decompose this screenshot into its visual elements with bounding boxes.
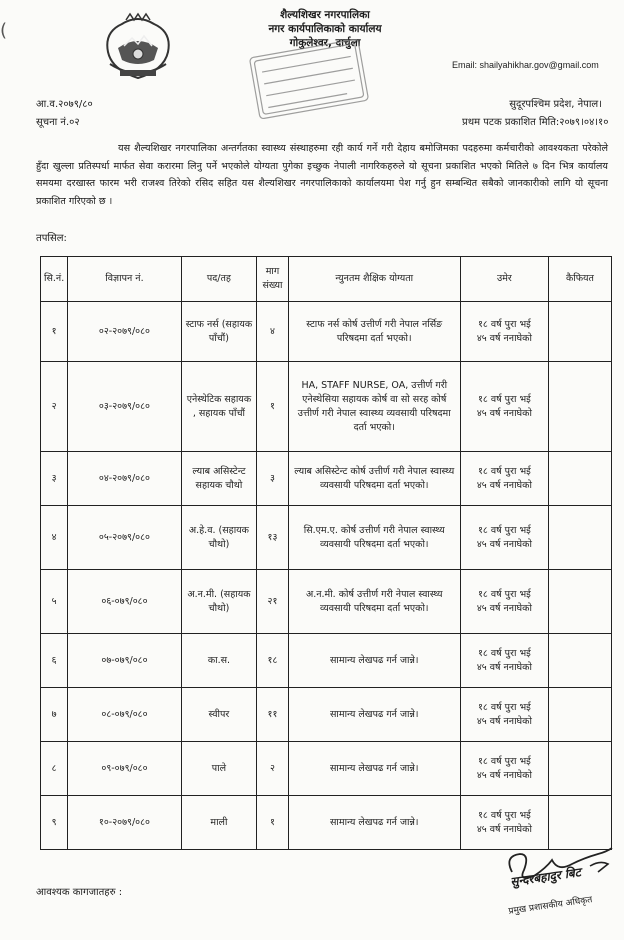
cell-count: १ xyxy=(257,362,288,452)
table-header-row xyxy=(41,257,612,302)
cell-sn: ८ xyxy=(41,742,68,796)
cell-qualification: सि.एम.ए. कोर्ष उत्तीर्ण गरी नेपाल स्वास्थ्य व्यवसायी परिषदमा दर्ता भएको। xyxy=(288,506,460,570)
cell-remarks xyxy=(548,570,611,634)
cell-count: ४ xyxy=(257,302,288,362)
cell-sn: ७ xyxy=(41,688,68,742)
age-max: ४५ वर्ष ननाघेको xyxy=(476,332,532,344)
cell-qualification: अ.न.मी. कोर्ष उत्तीर्ण गरी नेपाल स्वास्थ्य व्यवसायी परिषदमा दर्ता भएको। xyxy=(288,570,460,634)
header-sn: सि.नं. xyxy=(41,257,68,302)
cell-age xyxy=(460,302,548,362)
province-line: सुदूरपश्चिम प्रदेश, नेपाल। xyxy=(509,99,602,110)
cell-adv: ०६-०७९/०८० xyxy=(68,570,181,634)
notice-body: यस शैल्यशिखर नगरपालिका अन्तर्गतका स्वास्थ्य संस्थाहरुमा रही कार्य गर्ने गरी देहाय बमोजिमका पदहरुमा कर्मचारीको आवश्यकता परेकोले हुँदा खुल्ला प्रतिस्पर्धा मार्फत सेवा करारमा लिनु पर्ने भएकोले योग्यता पुगेका इच्छुक नेपाली नागरिकहरुले यो सूचना प्रकाशित भएको मितिले ७ दिन भित्र कार्यालय समयमा दरखास्त फारम भरी राजश्व तिरेको रसिद सहित यस शैल्यशिखर नगरपालिकाको कार्यालयमा पेश गर्नु हुन सम्बन्धित सबैको जानकारीको लागि यो सूचना प्रकाशित गरिएको छ । xyxy=(36,143,608,207)
cell-adv: ०४-२०७९/०८० xyxy=(68,452,181,506)
cell-post: ल्याब असिस्टेन्ट सहायक चौथो xyxy=(181,452,257,506)
signature-icon xyxy=(494,842,620,938)
cell-qualification: सामान्य लेखपढ गर्न जान्ने। xyxy=(288,634,460,688)
fiscal-year: आ.व.२०७९/८० xyxy=(36,99,93,110)
cell-post: माली xyxy=(181,796,257,850)
cell-adv: ०३-२०७९/०८० xyxy=(68,362,181,452)
age-max: ४५ वर्ष ननाघेको xyxy=(476,823,532,835)
reference-left xyxy=(36,96,93,132)
cell-adv: ०२-२०७९/०८० xyxy=(68,302,181,362)
office-name-line3: गोकुलेश्वर, दार्चुला xyxy=(289,37,361,49)
cell-age xyxy=(460,452,548,506)
cell-qualification: सामान्य लेखपढ गर्न जान्ने। xyxy=(288,688,460,742)
cell-qualification: ल्याब असिस्टेन्ट कोर्ष उत्तीर्ण गरी नेपाल स्वास्थ्य व्यवसायी परिषदमा दर्ता भएको। xyxy=(288,452,460,506)
cell-age xyxy=(460,506,548,570)
documents-label: आवश्यक कागजातहरु : xyxy=(36,887,123,898)
cell-remarks xyxy=(548,634,611,688)
cell-sn: १ xyxy=(41,302,68,362)
cell-remarks xyxy=(548,742,611,796)
cell-sn: ३ xyxy=(41,452,68,506)
age-min: १८ वर्ष पुरा भई xyxy=(477,393,531,405)
notice-number: सूचना नं.०२ xyxy=(36,117,80,128)
reference-right xyxy=(462,96,609,132)
cell-post: स्टाफ नर्स (सहायक पाँचौं) xyxy=(181,302,257,362)
cell-post: अ.न.मी. (सहायक चौथो) xyxy=(181,570,257,634)
header-count: माग संख्या xyxy=(257,257,288,302)
cell-remarks xyxy=(548,506,611,570)
age-max: ४५ वर्ष ननाघेको xyxy=(476,538,532,550)
cell-adv: ०५-२०७९/०८० xyxy=(68,506,181,570)
age-max: ४५ वर्ष ननाघेको xyxy=(476,769,532,781)
table-row xyxy=(41,570,612,634)
age-max: ४५ वर्ष ननाघेको xyxy=(476,479,532,491)
age-min: १८ वर्ष पुरा भई xyxy=(477,647,531,659)
cell-count: २ xyxy=(257,742,288,796)
cell-remarks xyxy=(548,452,611,506)
header-adv: विज्ञापन नं. xyxy=(68,257,181,302)
nepal-emblem-icon xyxy=(98,12,178,84)
office-name-line2: नगर कार्यपालिकाको कार्यालय xyxy=(268,23,382,35)
cell-adv: ०७-०७९/०८० xyxy=(68,634,181,688)
signatory-title: प्रमुख प्रशासकीय अधिकृत xyxy=(507,895,593,917)
header-post: पद/तह xyxy=(181,257,257,302)
header-remarks: कैफियत xyxy=(548,257,611,302)
cell-count: १३ xyxy=(257,506,288,570)
cell-count: २१ xyxy=(257,570,288,634)
table-row xyxy=(41,506,612,570)
header-qualification: न्युनतम शैक्षिक योग्यता xyxy=(288,257,460,302)
cell-sn: ६ xyxy=(41,634,68,688)
table-row xyxy=(41,362,612,452)
age-min: १८ वर्ष पुरा भई xyxy=(477,588,531,600)
cell-age xyxy=(460,362,548,452)
office-name-line1: शैल्यशिखर नगरपालिका xyxy=(280,9,370,21)
cell-qualification: स्टाफ नर्स कोर्ष उत्तीर्ण गरी नेपाल नर्सिङ परिषदमा दर्ता भएको। xyxy=(288,302,460,362)
cell-age xyxy=(460,634,548,688)
cell-post: एनेस्थेटिक सहायक , सहायक पाँचौं xyxy=(181,362,257,452)
cell-count: ११ xyxy=(257,688,288,742)
cell-sn: ४ xyxy=(41,506,68,570)
cell-remarks xyxy=(548,688,611,742)
cell-age xyxy=(460,570,548,634)
cell-qualification: सामान्य लेखपढ गर्न जान्ने। xyxy=(288,742,460,796)
vacancy-table xyxy=(40,256,612,850)
age-max: ४५ वर्ष ननाघेको xyxy=(476,407,532,419)
age-min: १८ वर्ष पुरा भई xyxy=(477,318,531,330)
schedule-heading: तपसिल: xyxy=(36,233,67,244)
cell-post: का.स. xyxy=(181,634,257,688)
cell-qualification: HA, STAFF NURSE, OA, उत्तीर्ण गरी एनेस्थेसिया सहायक कोर्ष वा सो सरह कोर्ष उत्तीर्ण गरी नेपाल स्वास्थ्य व्यवसायी परिषदमा दर्ता भएको। xyxy=(288,362,460,452)
table-row xyxy=(41,634,612,688)
page-corner-mark: ( xyxy=(0,20,8,41)
cell-sn: ५ xyxy=(41,570,68,634)
office-stamp-icon xyxy=(248,38,370,120)
age-min: १८ वर्ष पुरा भई xyxy=(477,755,531,767)
cell-post: अ.हे.व. (सहायक चौथो) xyxy=(181,506,257,570)
office-email: Email: shailyahikhar.gov@gmail.com xyxy=(452,60,599,70)
signatory-name: सुन्दरबहादुर बिट xyxy=(509,865,582,889)
age-min: १८ वर्ष पुरा भई xyxy=(477,701,531,713)
header-age: उमेर xyxy=(460,257,548,302)
cell-count: १ xyxy=(257,796,288,850)
age-max: ४५ वर्ष ननाघेको xyxy=(476,715,532,727)
table-row xyxy=(41,452,612,506)
cell-remarks xyxy=(548,362,611,452)
cell-qualification: सामान्य लेखपढ गर्न जान्ने। xyxy=(288,796,460,850)
age-max: ४५ वर्ष ननाघेको xyxy=(476,602,532,614)
cell-count: १८ xyxy=(257,634,288,688)
age-min: १८ वर्ष पुरा भई xyxy=(477,524,531,536)
published-date: प्रथम पटक प्रकाशित मिति:२०७९।०४।१० xyxy=(462,117,609,128)
cell-remarks xyxy=(548,302,611,362)
cell-sn: २ xyxy=(41,362,68,452)
cell-adv: ०९-०७९/०८० xyxy=(68,742,181,796)
table-row xyxy=(41,302,612,362)
table-row xyxy=(41,688,612,742)
cell-adv: ०८-०७९/०८० xyxy=(68,688,181,742)
cell-post: पाले xyxy=(181,742,257,796)
cell-post: स्वीपर xyxy=(181,688,257,742)
cell-age xyxy=(460,688,548,742)
age-max: ४५ वर्ष ननाघेको xyxy=(476,661,532,673)
age-min: १८ वर्ष पुरा भई xyxy=(477,465,531,477)
age-min: १८ वर्ष पुरा भई xyxy=(477,809,531,821)
cell-sn: ९ xyxy=(41,796,68,850)
cell-age xyxy=(460,742,548,796)
cell-count: ३ xyxy=(257,452,288,506)
table-row xyxy=(41,742,612,796)
cell-adv: १०-२०७९/०८० xyxy=(68,796,181,850)
